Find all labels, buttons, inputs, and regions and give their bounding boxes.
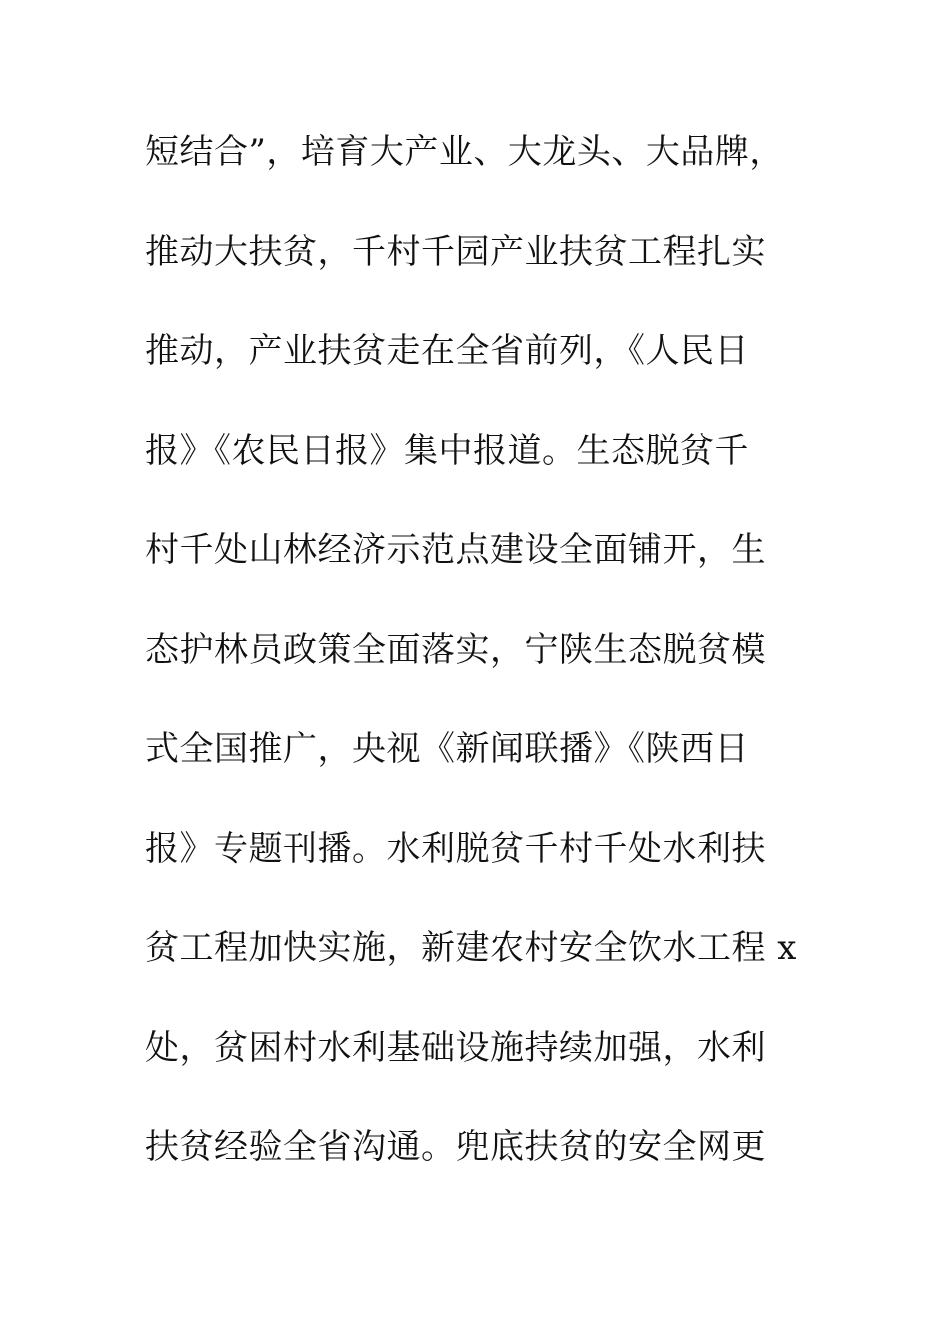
text-line-6: 态护林员政策全面落实，宁陕生态脱贫模 — [145, 629, 766, 670]
text-line-9: 贫工程加快实施，新建农村安全饮水工程 x — [145, 928, 797, 968]
text-line-2: 推动大扶贫，千村千园产业扶贫工程扎实 — [145, 231, 766, 272]
text-line-10: 处，贫困村水利基础设施持续加强，水利 — [145, 1027, 766, 1068]
text-line-3: 推动，产业扶贫走在全省前列，《人民日 — [145, 331, 749, 371]
body-text — [145, 122, 825, 1217]
text-line-11: 扶贫经验全省沟通。兜底扶贫的安全网更 — [145, 1127, 766, 1167]
text-line-4: 报》《农民日报》集中报道。生态脱贫千 — [145, 430, 749, 471]
text-line-5: 村千处山林经济示范点建设全面铺开，生 — [145, 530, 766, 570]
text-line-8: 报》专题刊播。水利脱贫千村千处水利扶 — [145, 828, 766, 869]
text-line-1: 短结合”，培育大产业、大龙头、大品牌， — [145, 132, 784, 172]
text-line-7: 式全国推广，央视《新闻联播》《陕西日 — [145, 729, 749, 769]
